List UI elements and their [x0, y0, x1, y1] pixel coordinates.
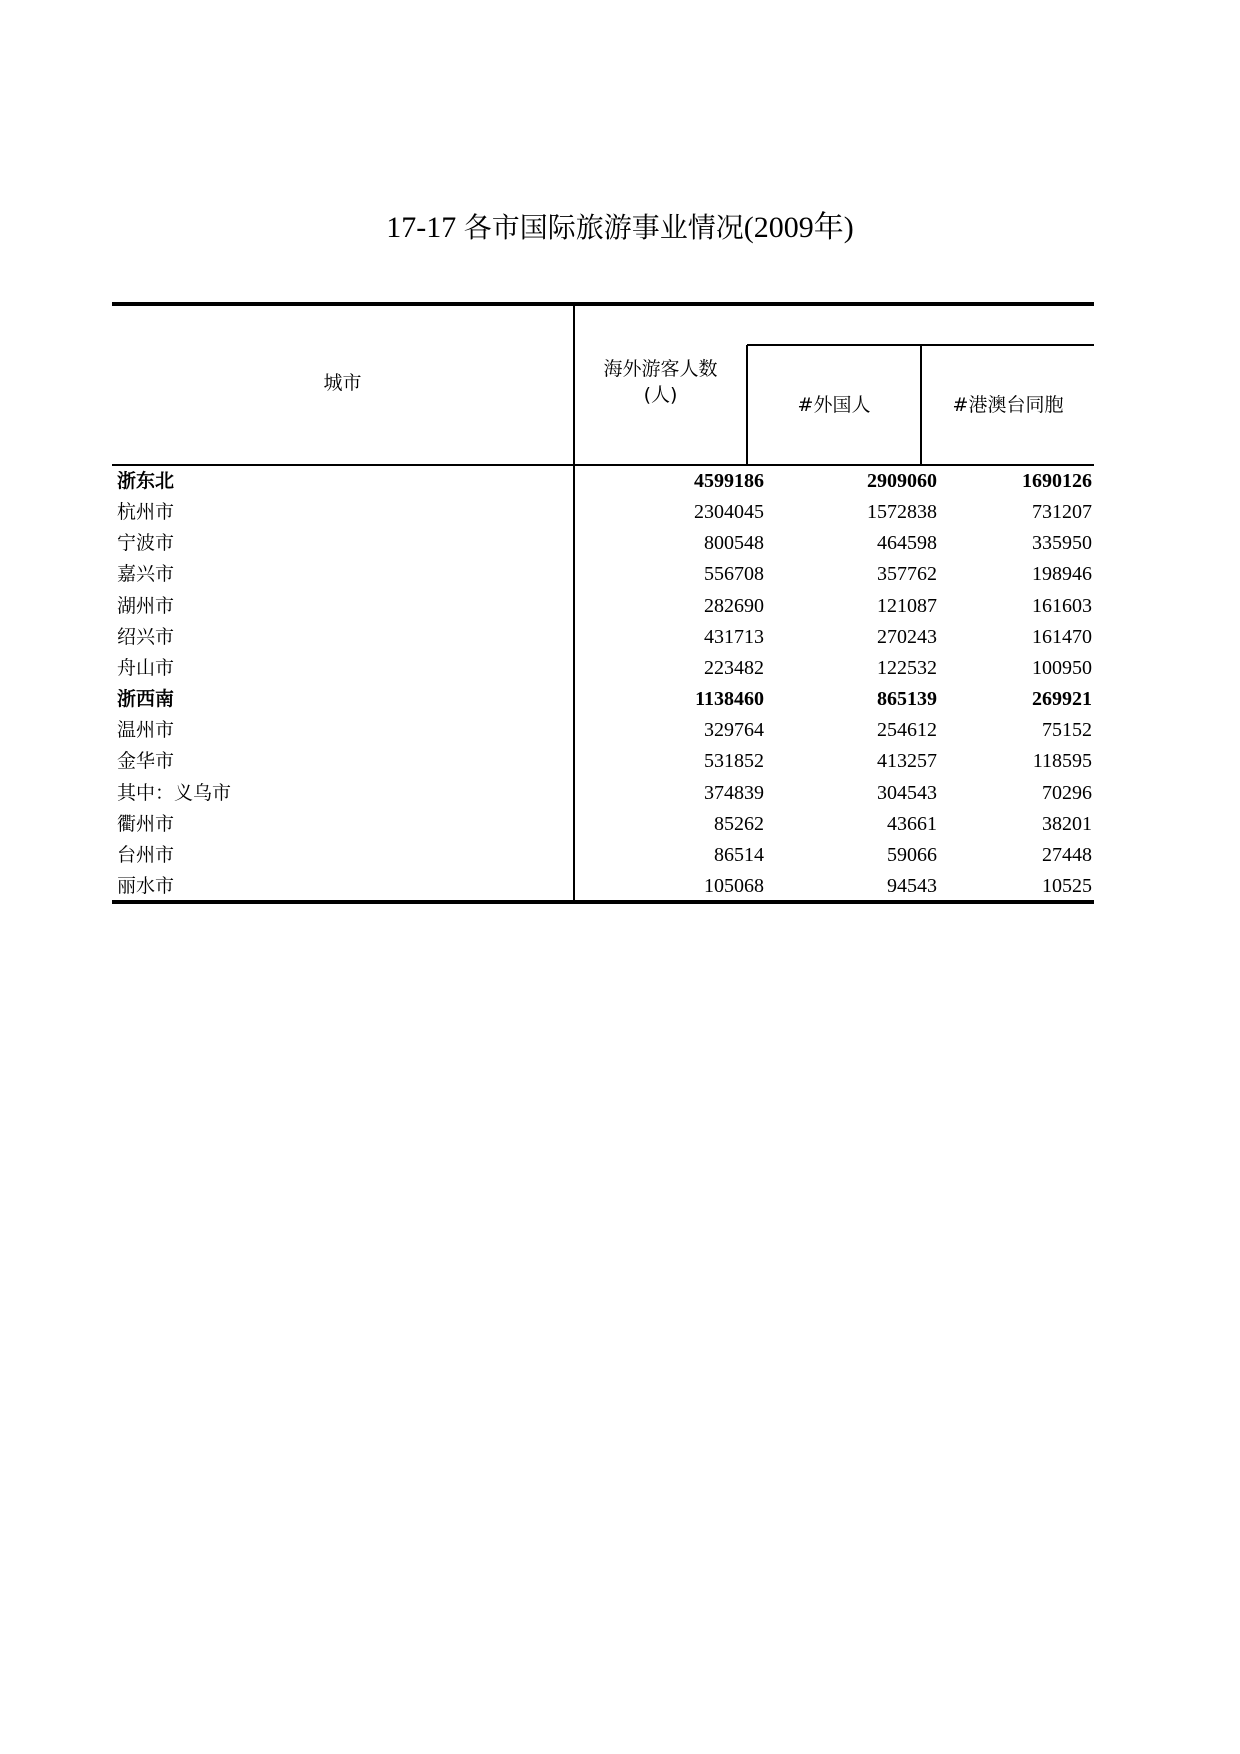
table-row — [112, 871, 1094, 902]
foreigners-cell: 2909060 — [867, 470, 937, 492]
overseas-tourists-cell: 86514 — [714, 843, 764, 866]
overseas-tourists-cell: 431713 — [704, 625, 764, 648]
foreigners-cell: 464598 — [877, 532, 937, 555]
foreigners-cell: 121087 — [877, 594, 937, 617]
overseas-tourists-cell: 1138460 — [695, 688, 764, 711]
hk-macau-taiwan-cell: 118595 — [1032, 750, 1092, 773]
city-name-cell: 其中：义乌市 — [117, 781, 232, 804]
overseas-tourists-cell: 105068 — [704, 874, 764, 897]
city-name-cell: 绍兴市 — [117, 625, 175, 648]
city-name-cell: 湖州市 — [117, 594, 175, 617]
overseas-tourists-cell: 374839 — [704, 781, 764, 804]
foreigners-cell: 357762 — [877, 563, 937, 586]
title-year: (2009年) — [743, 211, 854, 244]
table-row-region-subtotal — [112, 684, 1094, 715]
table-row — [112, 622, 1094, 653]
city-name-cell: 温州市 — [117, 719, 175, 742]
overseas-tourists-cell: 2304045 — [694, 501, 764, 524]
hk-macau-taiwan-cell: 198946 — [1032, 563, 1092, 586]
city-name-cell: 舟山市 — [117, 656, 175, 679]
table-row-region-subtotal — [112, 466, 1094, 497]
hk-macau-taiwan-cell: 27448 — [1042, 843, 1092, 866]
header-foreigners: #外国人 — [797, 394, 871, 416]
header-overseas-tourists-label: 海外游客人数 — [603, 358, 718, 380]
title-text: 各市国际旅游事业情况 — [463, 211, 744, 244]
city-name-cell: 嘉兴市 — [117, 563, 175, 586]
city-name-cell: 金华市 — [117, 750, 175, 773]
header-overseas-tourists — [575, 356, 746, 408]
table-row — [112, 809, 1094, 840]
hk-macau-taiwan-cell: 10525 — [1042, 874, 1092, 897]
foreigners-cell: 270243 — [877, 625, 937, 648]
table-row — [112, 528, 1094, 559]
table-row — [112, 746, 1094, 777]
hk-macau-taiwan-cell: 70296 — [1042, 781, 1092, 804]
table-row — [112, 559, 1094, 590]
overseas-tourists-cell: 531852 — [704, 750, 764, 773]
header-overseas-tourists-unit: (人) — [643, 384, 678, 406]
foreigners-cell: 43661 — [887, 812, 937, 835]
overseas-tourists-cell: 800548 — [704, 532, 764, 555]
overseas-tourists-cell: 329764 — [704, 719, 764, 742]
city-name-cell: 宁波市 — [117, 532, 175, 555]
overseas-tourists-cell: 282690 — [704, 594, 764, 617]
overseas-tourists-cell: 4599186 — [694, 470, 764, 492]
table-row — [112, 840, 1094, 871]
hk-macau-taiwan-cell: 269921 — [1032, 688, 1092, 711]
table-row — [112, 497, 1094, 528]
city-name-cell: 台州市 — [117, 843, 175, 866]
hk-macau-taiwan-cell: 100950 — [1032, 656, 1092, 679]
header-city: 城市 — [323, 372, 362, 394]
table-row — [112, 715, 1094, 746]
foreigners-cell: 304543 — [877, 781, 937, 804]
hk-macau-taiwan-cell: 335950 — [1032, 532, 1092, 555]
foreigners-cell: 122532 — [877, 656, 937, 679]
table-top-rule — [112, 302, 1094, 306]
hk-macau-taiwan-cell: 38201 — [1042, 812, 1092, 835]
overseas-tourists-cell: 223482 — [704, 656, 764, 679]
city-name-cell: 浙东北 — [117, 470, 175, 492]
hk-macau-taiwan-cell: 1690126 — [1022, 470, 1092, 492]
table-row — [112, 591, 1094, 622]
overseas-tourists-cell: 556708 — [704, 563, 764, 586]
foreigners-cell: 94543 — [887, 874, 937, 897]
foreigners-cell: 865139 — [877, 688, 937, 711]
overseas-tourists-cell: 85262 — [714, 812, 764, 835]
hk-macau-taiwan-cell: 161470 — [1032, 625, 1092, 648]
header-hk-macau-taiwan: #港澳台同胞 — [952, 394, 1064, 416]
table-row — [112, 653, 1094, 684]
hk-macau-taiwan-cell: 161603 — [1032, 594, 1092, 617]
foreigners-cell: 254612 — [877, 719, 937, 742]
page-title — [0, 206, 1240, 250]
city-name-cell: 丽水市 — [117, 874, 175, 897]
hk-macau-taiwan-cell: 75152 — [1042, 719, 1092, 742]
city-name-cell: 衢州市 — [117, 812, 175, 835]
city-name-cell: 杭州市 — [117, 501, 175, 524]
foreigners-cell: 1572838 — [867, 501, 937, 524]
table-number: 17-17 — [386, 211, 457, 244]
foreigners-cell: 59066 — [887, 843, 937, 866]
city-name-cell: 浙西南 — [117, 688, 175, 711]
foreigners-cell: 413257 — [877, 750, 937, 773]
table-row — [112, 778, 1094, 809]
hk-macau-taiwan-cell: 731207 — [1032, 501, 1092, 524]
